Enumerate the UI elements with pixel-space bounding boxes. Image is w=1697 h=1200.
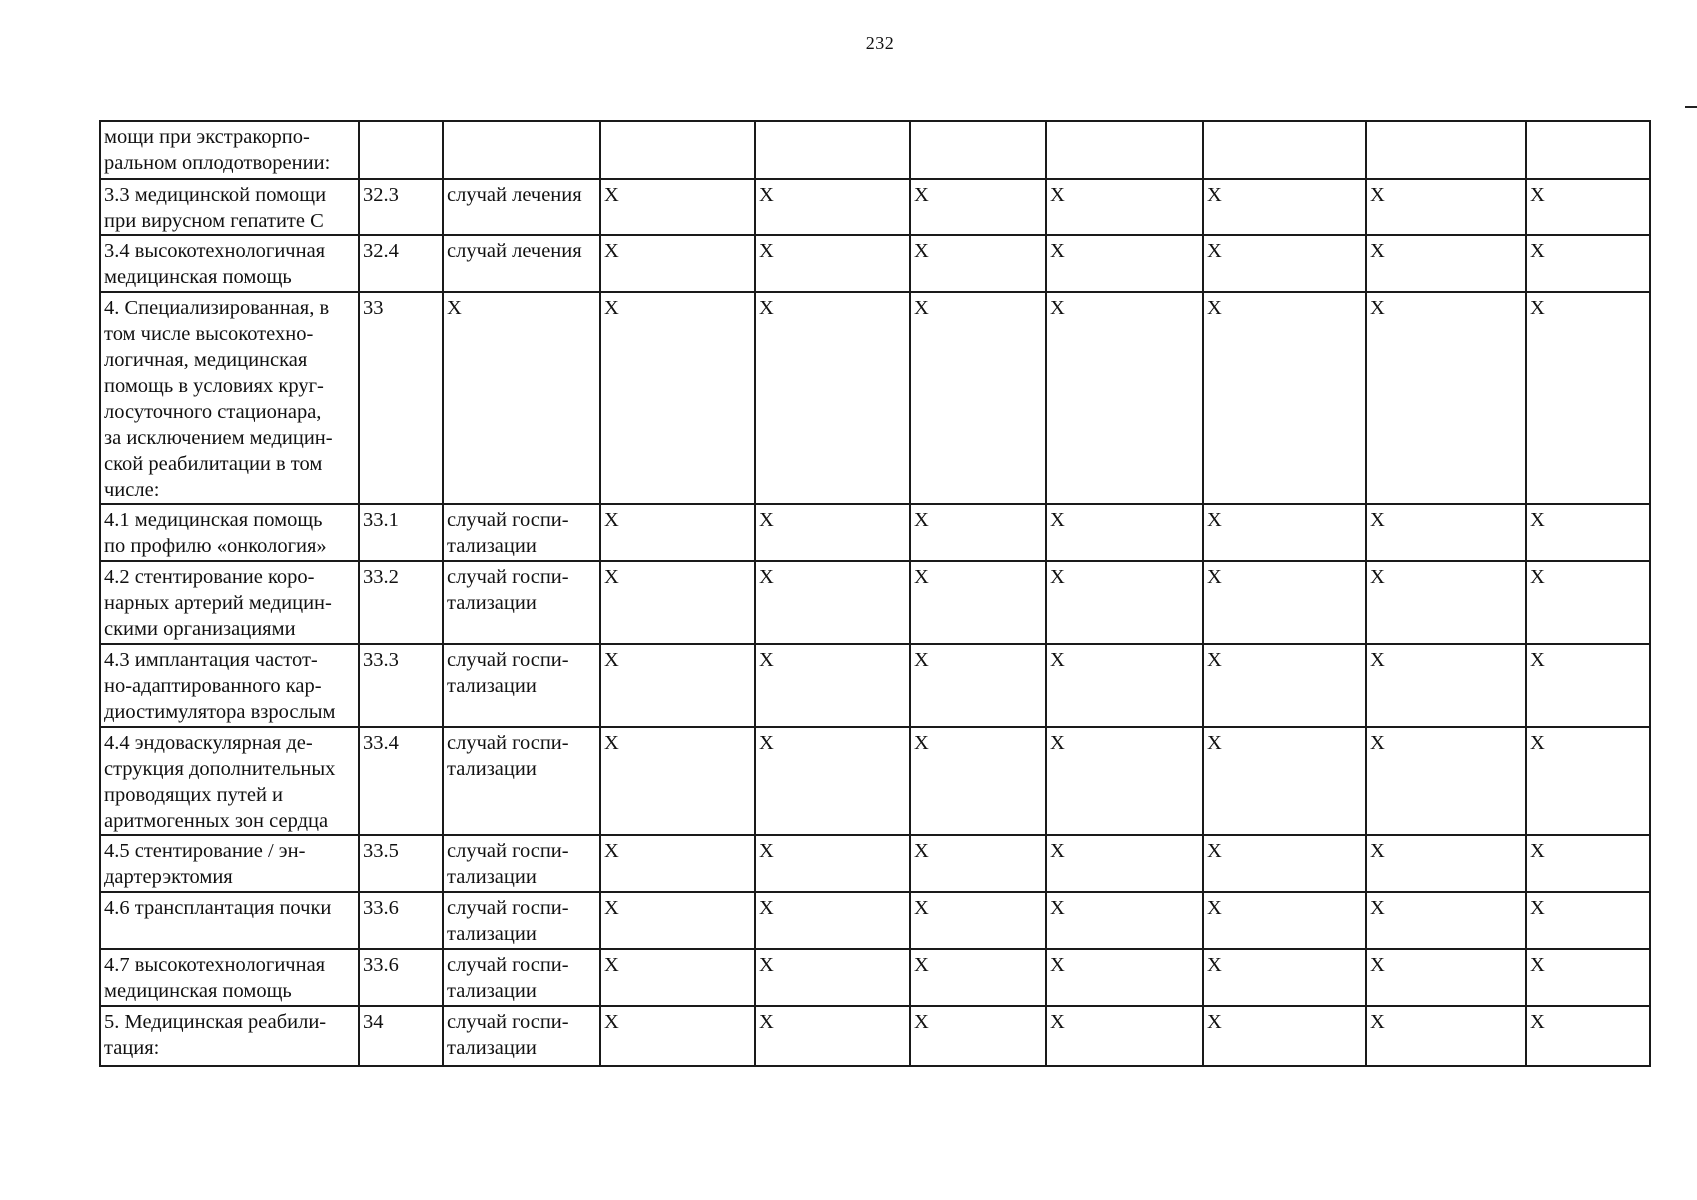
row-unit-line: случай госпи- (447, 1011, 569, 1033)
mark-cell: X (910, 504, 1046, 561)
table-row (100, 121, 1650, 179)
row-name-cell (100, 292, 359, 504)
mark-cell: X (1046, 504, 1203, 561)
table-row (100, 561, 1650, 644)
mark-cell: X (1046, 561, 1203, 644)
row-name-line: 3.3 медицинской помощи (104, 184, 327, 206)
mark-cell: X (910, 179, 1046, 235)
mark-cell: X (1526, 1006, 1650, 1066)
row-name-cell (100, 949, 359, 1006)
mark-cell: X (755, 835, 910, 892)
mark-cell: X (755, 292, 910, 504)
row-name-cell (100, 561, 359, 644)
row-unit-line: случай госпи- (447, 954, 569, 976)
row-name-line: 4.6 трансплантация почки (104, 897, 332, 919)
mark-cell: X (755, 1006, 910, 1066)
mark-cell: X (1203, 892, 1366, 949)
row-name-line: нарных артерий медицин- (104, 592, 332, 614)
row-code-cell: 33.1 (359, 504, 443, 561)
row-name-cell (100, 1006, 359, 1066)
row-name-line: 4.1 медицинская помощь (104, 509, 323, 531)
row-code-cell: 33.2 (359, 561, 443, 644)
row-name-line: по профилю «онкология» (104, 535, 327, 557)
mark-cell: X (1203, 949, 1366, 1006)
mark-cell: X (1366, 179, 1526, 235)
row-name-line: 4. Специализированная, в (104, 297, 330, 319)
row-unit-line: тализации (447, 592, 537, 614)
mark-cell: X (755, 644, 910, 727)
mark-cell: X (600, 949, 755, 1006)
mark-cell: X (1526, 561, 1650, 644)
row-unit-line: случай госпи- (447, 649, 569, 671)
mark-cell: X (910, 949, 1046, 1006)
row-code-cell: 33 (359, 292, 443, 504)
row-unit-line: случай госпи- (447, 732, 569, 754)
row-name-line: 4.5 стентирование / эн- (104, 840, 306, 862)
row-name-line: лосуточного стационара, (104, 401, 322, 423)
edge-mark (1685, 106, 1697, 108)
mark-cell: X (755, 179, 910, 235)
row-unit-cell (443, 835, 600, 892)
mark-cell: X (1203, 292, 1366, 504)
table-row (100, 1006, 1650, 1066)
row-code-cell: 33.4 (359, 727, 443, 835)
row-name-line: медицинская помощь (104, 266, 292, 288)
row-name-line: но-адаптированного кар- (104, 675, 322, 697)
mark-cell: X (1203, 727, 1366, 835)
mark-cell: X (1526, 644, 1650, 727)
row-name-cell (100, 504, 359, 561)
mark-cell: X (1366, 727, 1526, 835)
mark-cell (1366, 121, 1526, 179)
mark-cell: X (1046, 727, 1203, 835)
mark-cell: X (1046, 835, 1203, 892)
mark-cell: X (910, 561, 1046, 644)
row-name-line: дартерэктомия (104, 866, 233, 888)
mark-cell: X (1046, 179, 1203, 235)
row-name-line: 3.4 высокотехнологичная (104, 240, 326, 262)
row-name-line: ской реабилитации в том (104, 453, 323, 475)
mark-cell: X (1203, 235, 1366, 292)
row-name-line: ральном оплодотворении: (104, 152, 331, 174)
mark-cell: X (755, 949, 910, 1006)
row-name-line: 4.3 имплантация частот- (104, 649, 318, 671)
mark-cell: X (600, 292, 755, 504)
table-row (100, 727, 1650, 835)
mark-cell: X (600, 835, 755, 892)
mark-cell: X (1203, 1006, 1366, 1066)
mark-cell: X (1046, 292, 1203, 504)
data-table (99, 120, 1651, 1067)
row-unit-cell (443, 561, 600, 644)
row-unit-line: тализации (447, 535, 537, 557)
mark-cell: X (1526, 292, 1650, 504)
mark-cell (1526, 121, 1650, 179)
page-number: 232 (865, 33, 895, 53)
mark-cell: X (910, 1006, 1046, 1066)
mark-cell: X (1526, 179, 1650, 235)
mark-cell: X (1366, 504, 1526, 561)
row-code-cell: 33.6 (359, 892, 443, 949)
row-unit-line: тализации (447, 1037, 537, 1059)
row-unit-cell (443, 949, 600, 1006)
row-name-line: скими организациями (104, 618, 296, 640)
row-name-line: при вирусном гепатите С (104, 210, 324, 232)
row-unit-cell (443, 644, 600, 727)
row-unit-cell (443, 504, 600, 561)
mark-cell: X (755, 561, 910, 644)
mark-cell: X (600, 235, 755, 292)
mark-cell: X (1526, 835, 1650, 892)
row-name-line: логичная, медицинская (104, 349, 308, 371)
row-name-line: помощь в условиях круг- (104, 375, 324, 397)
table-row (100, 892, 1650, 949)
row-unit-line: случай лечения (447, 240, 582, 262)
row-name-line: 4.7 высокотехнологичная (104, 954, 326, 976)
row-unit-cell (443, 1006, 600, 1066)
mark-cell: X (600, 561, 755, 644)
row-unit-line: тализации (447, 675, 537, 697)
table-row (100, 292, 1650, 504)
row-code-cell (359, 121, 443, 179)
mark-cell: X (600, 644, 755, 727)
table-row (100, 949, 1650, 1006)
mark-cell: X (755, 727, 910, 835)
row-name-line: проводящих путей и (104, 784, 284, 806)
table-row (100, 179, 1650, 235)
row-unit-line: случай лечения (447, 184, 582, 206)
mark-cell: X (600, 504, 755, 561)
mark-cell (600, 121, 755, 179)
row-name-line: 5. Медицинская реабили- (104, 1011, 327, 1033)
mark-cell: X (1046, 892, 1203, 949)
table-row (100, 504, 1650, 561)
mark-cell: X (1046, 644, 1203, 727)
mark-cell: X (1366, 235, 1526, 292)
row-name-line: числе: (104, 479, 160, 501)
table-row (100, 235, 1650, 292)
mark-cell: X (600, 179, 755, 235)
mark-cell: X (1526, 235, 1650, 292)
mark-cell: X (1366, 835, 1526, 892)
row-unit-line: тализации (447, 758, 537, 780)
mark-cell: X (1526, 949, 1650, 1006)
mark-cell: X (1366, 644, 1526, 727)
row-name-line: за исключением медицин- (104, 427, 333, 449)
mark-cell: X (600, 892, 755, 949)
row-code-cell: 34 (359, 1006, 443, 1066)
row-code-cell: 33.6 (359, 949, 443, 1006)
row-name-cell (100, 644, 359, 727)
mark-cell (1046, 121, 1203, 179)
row-name-cell (100, 121, 359, 179)
mark-cell: X (1203, 644, 1366, 727)
row-unit-cell (443, 121, 600, 179)
mark-cell: X (1046, 949, 1203, 1006)
row-code-cell: 33.3 (359, 644, 443, 727)
mark-cell: X (1366, 561, 1526, 644)
row-unit-cell (443, 292, 600, 504)
table-row (100, 835, 1650, 892)
mark-cell: X (1366, 292, 1526, 504)
mark-cell: X (1046, 1006, 1203, 1066)
row-unit-cell (443, 179, 600, 235)
mark-cell: X (910, 727, 1046, 835)
mark-cell: X (1526, 504, 1650, 561)
row-name-cell (100, 179, 359, 235)
row-name-cell (100, 235, 359, 292)
row-unit-line: тализации (447, 866, 537, 888)
mark-cell: X (1203, 835, 1366, 892)
mark-cell (755, 121, 910, 179)
row-unit-line: тализации (447, 980, 537, 1002)
row-unit-cell (443, 235, 600, 292)
row-code-cell: 32.3 (359, 179, 443, 235)
row-code-cell: 32.4 (359, 235, 443, 292)
table-row (100, 644, 1650, 727)
row-unit-line: случай госпи- (447, 566, 569, 588)
row-name-cell (100, 892, 359, 949)
mark-cell: X (600, 1006, 755, 1066)
mark-cell: X (1526, 892, 1650, 949)
row-name-line: тация: (104, 1037, 160, 1059)
row-unit-cell (443, 892, 600, 949)
row-name-line: аритмогенных зон сердца (104, 810, 329, 832)
row-unit-line: X (447, 297, 462, 319)
mark-cell: X (910, 644, 1046, 727)
mark-cell: X (1366, 949, 1526, 1006)
row-name-cell (100, 727, 359, 835)
mark-cell: X (755, 504, 910, 561)
mark-cell (910, 121, 1046, 179)
row-name-line: 4.4 эндоваскулярная де- (104, 732, 313, 754)
row-unit-line: случай госпи- (447, 840, 569, 862)
row-name-line: мощи при экстракорпо- (104, 126, 310, 148)
mark-cell: X (1203, 179, 1366, 235)
mark-cell: X (910, 892, 1046, 949)
mark-cell: X (755, 892, 910, 949)
mark-cell: X (755, 235, 910, 292)
row-unit-cell (443, 727, 600, 835)
row-name-line: 4.2 стентирование коро- (104, 566, 315, 588)
row-name-line: струкция дополнительных (104, 758, 336, 780)
mark-cell: X (910, 292, 1046, 504)
mark-cell (1203, 121, 1366, 179)
row-name-line: том числе высокотехно- (104, 323, 314, 345)
row-name-line: диостимулятора взрослым (104, 701, 336, 723)
mark-cell: X (910, 235, 1046, 292)
mark-cell: X (1203, 504, 1366, 561)
row-name-line: медицинская помощь (104, 980, 292, 1002)
mark-cell: X (1203, 561, 1366, 644)
row-unit-line: случай госпи- (447, 509, 569, 531)
mark-cell: X (1366, 1006, 1526, 1066)
row-unit-line: тализации (447, 923, 537, 945)
row-unit-line: случай госпи- (447, 897, 569, 919)
table-body (100, 121, 1650, 1066)
mark-cell: X (1366, 892, 1526, 949)
mark-cell: X (1526, 727, 1650, 835)
mark-cell: X (910, 835, 1046, 892)
row-name-cell (100, 835, 359, 892)
row-code-cell: 33.5 (359, 835, 443, 892)
mark-cell: X (1046, 235, 1203, 292)
mark-cell: X (600, 727, 755, 835)
